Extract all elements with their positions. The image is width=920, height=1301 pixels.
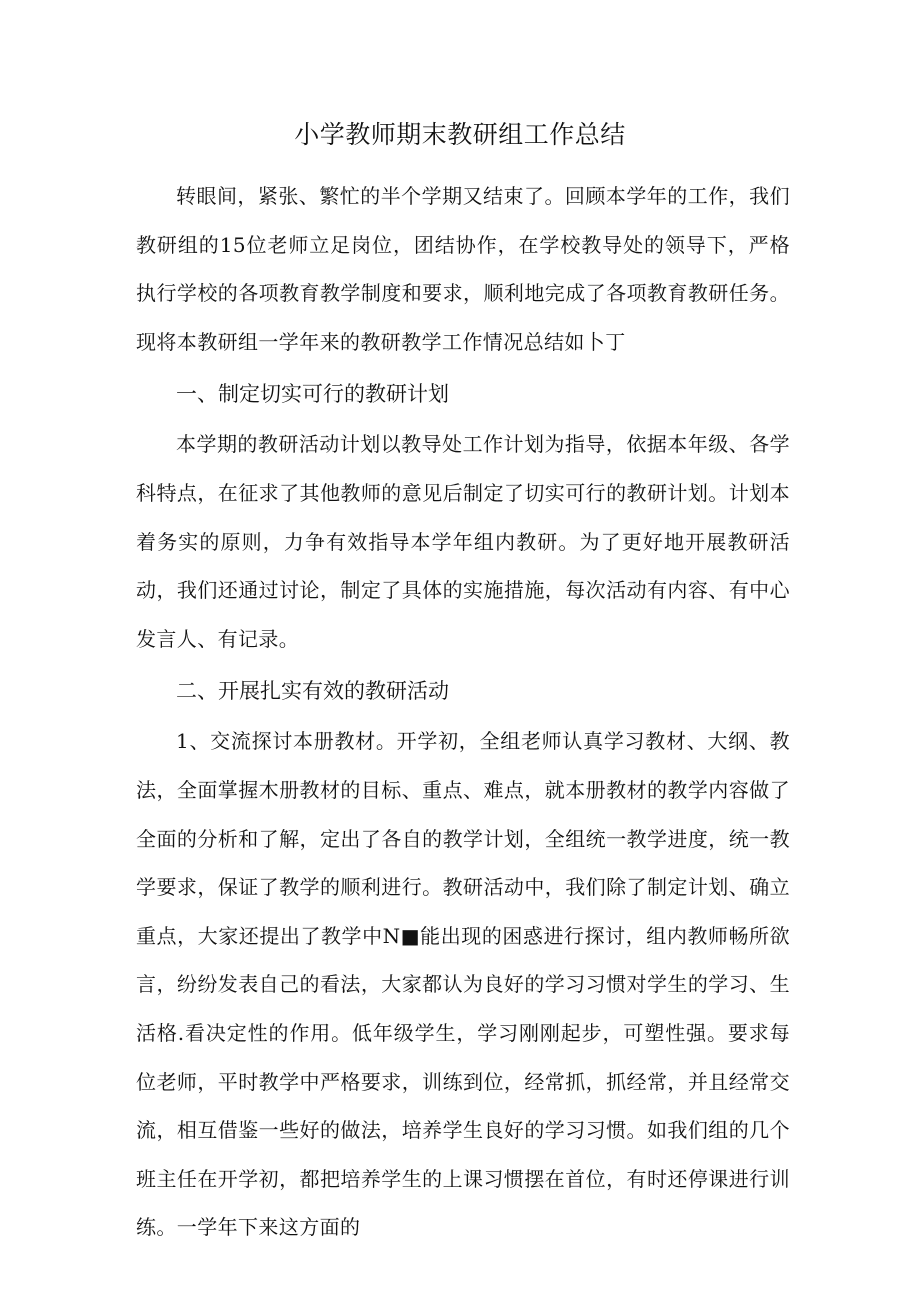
section-1-paragraph: 本学期的教研活动计划以教导处工作计划为指导，依据本年级、各学科特点，在征求了其他教师的意见后制定了切实可行的教研计划。计划本着务实的原则，力争有效指导本学年组内教研。为了更好地开展教研活动，我们还通过讨论，制定了具体的实施措施，每次活动有内容、有中心发言人、有记录。 (136, 432, 790, 651)
document-title: 小学教师期末教研组工作总结 (294, 120, 626, 149)
intro-paragraph: 转眼间，紧张、繁忙的半个学期又结束了。回顾本学年的工作，我们教研组的15位老师立足岗位，团结协作，在学校教导处的领导下，严格执行学校的各项教育教学制度和要求，顺利地完成了各项教育教研任务。现将本教研组一学年来的教研教学工作情况总结如卜丁 (136, 184, 790, 354)
document-body (136, 172, 790, 1252)
section-1-heading: 一、制定切实可行的教研计划 (176, 382, 449, 407)
section-2-paragraph: 1、交流探讨本册教材。开学初，全组老师认真学习教材、大纲、教法，全面掌握木册教材的目标、重点、难点，就本册教材的教学内容做了全面的分析和了解，定出了各自的教学计划，全组统一教学进度，统一教学要求，保证了教学的顺利进行。教研活动中，我们除了制定计划、确立重点，大家还提出了教学中N■能出现的困惑进行探讨，组内教师畅所欲言，纷纷发表自己的看法，大家都认为良好的学习习惯对学生的学习、生活格.看决定性的作用。低年级学生，学习刚刚起步，可塑性强。要求每位老师，平时教学中严格要求，训练到位，经常抓，抓经常，并且经常交流，相互借鉴一些好的做法，培养学生良好的学习习惯。如我们组的几个班主任在开学初，都把培养学生的上课习惯摆在首位，有时还停课进行训练。一学年下来这方面的 (136, 729, 790, 1240)
section-2-heading: 二、开展扎实有效的教研活动 (176, 679, 449, 704)
